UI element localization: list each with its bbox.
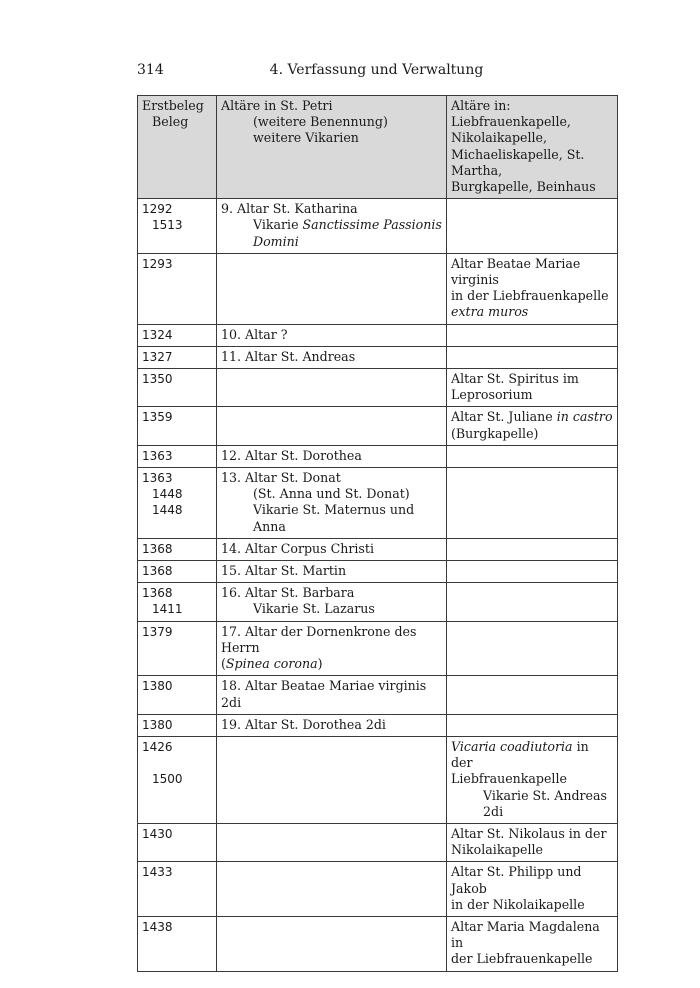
chapel-cell bbox=[447, 561, 618, 583]
date-value: 1292 bbox=[142, 202, 173, 217]
chapel-cell bbox=[447, 916, 618, 971]
date-value: 1430 bbox=[142, 826, 173, 841]
page-number: 314 bbox=[137, 62, 164, 78]
altar-text: 15. Altar St. Martin bbox=[221, 563, 347, 579]
table-row bbox=[138, 407, 618, 445]
altar-text: 12. Altar St. Dorothea bbox=[221, 447, 362, 463]
header-text: (weitere Benennung) bbox=[253, 114, 388, 130]
altar-text: 10. Altar ? bbox=[221, 326, 288, 342]
date-value: 1359 bbox=[142, 410, 173, 425]
date-cell bbox=[138, 583, 217, 621]
chapel-cell bbox=[447, 253, 618, 324]
date-value: 1379 bbox=[142, 624, 173, 639]
date-value: 1380 bbox=[142, 717, 173, 732]
table-row bbox=[138, 583, 618, 621]
st-petri-cell bbox=[217, 736, 447, 823]
altar-table bbox=[137, 95, 618, 972]
header-text: Nikolaikapelle, bbox=[451, 130, 547, 146]
st-petri-cell bbox=[217, 407, 447, 445]
vikarie-text: Vikarie St. Maternus und Anna bbox=[253, 502, 415, 534]
altar-text: 17. Altar der Dornenkrone des Herrn bbox=[221, 623, 417, 655]
st-petri-cell bbox=[217, 468, 447, 539]
st-petri-cell bbox=[217, 862, 447, 917]
chapel-cell bbox=[447, 621, 618, 676]
header-text: weitere Vikarien bbox=[253, 130, 359, 146]
altar-text: (St. Anna und St. Donat) bbox=[253, 486, 410, 502]
st-petri-cell bbox=[217, 445, 447, 467]
vikarie-italic-text: Sanctissime Passionis bbox=[302, 217, 442, 233]
table-row bbox=[138, 561, 618, 583]
chapel-cell bbox=[447, 538, 618, 560]
date-cell bbox=[138, 468, 217, 539]
date-cell bbox=[138, 369, 217, 407]
date-value: 1293 bbox=[142, 256, 173, 271]
chapel-text: Altar St. Philipp und Jakob bbox=[451, 864, 582, 896]
chapel-text: Liebfrauenkapelle bbox=[451, 771, 567, 787]
st-petri-cell bbox=[217, 676, 447, 714]
column-header-date bbox=[138, 96, 217, 199]
header-text: Altäre in: Liebfrauenkapelle, bbox=[451, 98, 571, 130]
table-row bbox=[138, 714, 618, 736]
date-cell bbox=[138, 676, 217, 714]
chapel-cell bbox=[447, 346, 618, 368]
st-petri-cell bbox=[217, 714, 447, 736]
st-petri-cell bbox=[217, 621, 447, 676]
column-header-st-petri bbox=[217, 96, 447, 199]
header-text: Erstbeleg bbox=[142, 98, 204, 113]
table-row bbox=[138, 862, 618, 917]
column-header-chapels bbox=[447, 96, 618, 199]
header-text: Altäre in St. Petri bbox=[221, 98, 333, 113]
chapel-text: Leprosorium bbox=[451, 387, 533, 403]
st-petri-cell bbox=[217, 369, 447, 407]
running-head: 4. Verfassung und Verwaltung bbox=[269, 62, 484, 78]
chapel-italic-text: Vicaria coadiutoria bbox=[451, 738, 573, 754]
date-cell bbox=[138, 199, 217, 254]
date-value: 1433 bbox=[142, 865, 173, 880]
table-row bbox=[138, 823, 618, 861]
date-value: 1350 bbox=[142, 372, 173, 387]
st-petri-cell bbox=[217, 561, 447, 583]
table-row bbox=[138, 621, 618, 676]
date-value: 1438 bbox=[142, 919, 173, 934]
altar-text: 14. Altar Corpus Christi bbox=[221, 540, 374, 556]
chapel-cell bbox=[447, 199, 618, 254]
chapel-italic-text: extra muros bbox=[451, 304, 529, 320]
chapel-cell bbox=[447, 324, 618, 346]
table-row bbox=[138, 253, 618, 324]
chapel-text: Altar Beatae Mariae virginis bbox=[451, 255, 581, 288]
vikarie-text: Vikarie bbox=[253, 217, 303, 233]
date-cell bbox=[138, 736, 217, 823]
chapel-cell bbox=[447, 407, 618, 445]
date-cell bbox=[138, 916, 217, 971]
date-value: 1324 bbox=[142, 327, 173, 342]
date-cell bbox=[138, 324, 217, 346]
altar-text: 19. Altar St. Dorothea 2di bbox=[221, 716, 386, 732]
st-petri-cell bbox=[217, 199, 447, 254]
chapel-cell bbox=[447, 369, 618, 407]
date-value: 1368 bbox=[142, 564, 173, 579]
altar-text: 9. Altar St. Katharina bbox=[221, 201, 358, 217]
st-petri-cell bbox=[217, 324, 447, 346]
date-cell bbox=[138, 445, 217, 467]
st-petri-cell bbox=[217, 823, 447, 861]
chapel-cell bbox=[447, 583, 618, 621]
table-row bbox=[138, 199, 618, 254]
vikarie-text: Vikarie St. Lazarus bbox=[253, 601, 375, 617]
table-row bbox=[138, 324, 618, 346]
date-cell bbox=[138, 253, 217, 324]
st-petri-cell bbox=[217, 346, 447, 368]
table-row bbox=[138, 445, 618, 467]
table-row bbox=[138, 538, 618, 560]
chapel-text: (Burgkapelle) bbox=[451, 425, 539, 441]
chapel-cell bbox=[447, 714, 618, 736]
date-value: 1448 bbox=[152, 503, 183, 518]
header-text: Burgkapelle, Beinhaus bbox=[451, 179, 596, 195]
chapel-text: Altar St. Spiritus im bbox=[451, 371, 579, 387]
date-cell bbox=[138, 561, 217, 583]
chapel-text: in der Nikolaikapelle bbox=[451, 896, 585, 912]
altar-text: 11. Altar St. Andreas bbox=[221, 348, 356, 364]
date-value: 1363 bbox=[142, 448, 173, 463]
table-row bbox=[138, 346, 618, 368]
date-value: 1363 bbox=[142, 471, 173, 486]
date-cell bbox=[138, 407, 217, 445]
chapel-text: in der bbox=[451, 738, 589, 771]
table-row bbox=[138, 468, 618, 539]
altar-italic-text: Spinea corona bbox=[225, 656, 318, 672]
vikarie-text: Vikarie St. Andreas 2di bbox=[483, 787, 607, 819]
table-row bbox=[138, 736, 618, 823]
date-value: 1327 bbox=[142, 349, 173, 364]
table-header-row bbox=[138, 96, 618, 199]
altar-text: 13. Altar St. Donat bbox=[221, 470, 341, 486]
date-cell bbox=[138, 621, 217, 676]
chapel-cell bbox=[447, 676, 618, 714]
chapel-cell bbox=[447, 736, 618, 823]
date-cell bbox=[138, 823, 217, 861]
table-row bbox=[138, 369, 618, 407]
date-value: 1426 bbox=[142, 739, 173, 754]
chapel-text: Altar Maria Magdalena in bbox=[451, 918, 600, 951]
date-value: 1380 bbox=[142, 679, 173, 694]
st-petri-cell bbox=[217, 583, 447, 621]
chapel-text: Nikolaikapelle bbox=[451, 842, 543, 858]
header-text: Michaeliskapelle, St. Martha, bbox=[451, 146, 585, 178]
date-value: 1448 bbox=[152, 487, 183, 502]
chapel-cell bbox=[447, 445, 618, 467]
st-petri-cell bbox=[217, 538, 447, 560]
chapel-cell bbox=[447, 468, 618, 539]
chapel-cell bbox=[447, 823, 618, 861]
table-row bbox=[138, 916, 618, 971]
chapel-text: in der Liebfrauenkapelle bbox=[451, 288, 609, 304]
chapel-text: Altar St. Juliane bbox=[451, 409, 557, 425]
date-value: 1368 bbox=[142, 586, 173, 601]
altar-text: 18. Altar Beatae Mariae virginis 2di bbox=[221, 678, 427, 710]
altar-text: 16. Altar St. Barbara bbox=[221, 585, 355, 601]
vikarie-italic-text: Domini bbox=[253, 233, 299, 249]
st-petri-cell bbox=[217, 916, 447, 971]
chapel-italic-text: in castro bbox=[556, 409, 613, 425]
date-value: 1513 bbox=[152, 218, 183, 233]
date-value: 1411 bbox=[152, 602, 183, 617]
date-value: 1500 bbox=[152, 772, 183, 787]
chapel-text: Altar St. Nikolaus in der bbox=[451, 825, 607, 841]
header-text: Beleg bbox=[152, 114, 189, 130]
date-cell bbox=[138, 538, 217, 560]
chapel-text: der Liebfrauenkapelle bbox=[451, 951, 593, 967]
date-cell bbox=[138, 346, 217, 368]
st-petri-cell bbox=[217, 253, 447, 324]
paren-close: ) bbox=[317, 656, 323, 672]
chapel-cell bbox=[447, 862, 618, 917]
date-cell bbox=[138, 714, 217, 736]
paren-open: ( bbox=[221, 656, 226, 672]
table-row bbox=[138, 676, 618, 714]
date-value: 1368 bbox=[142, 541, 173, 556]
date-cell bbox=[138, 862, 217, 917]
